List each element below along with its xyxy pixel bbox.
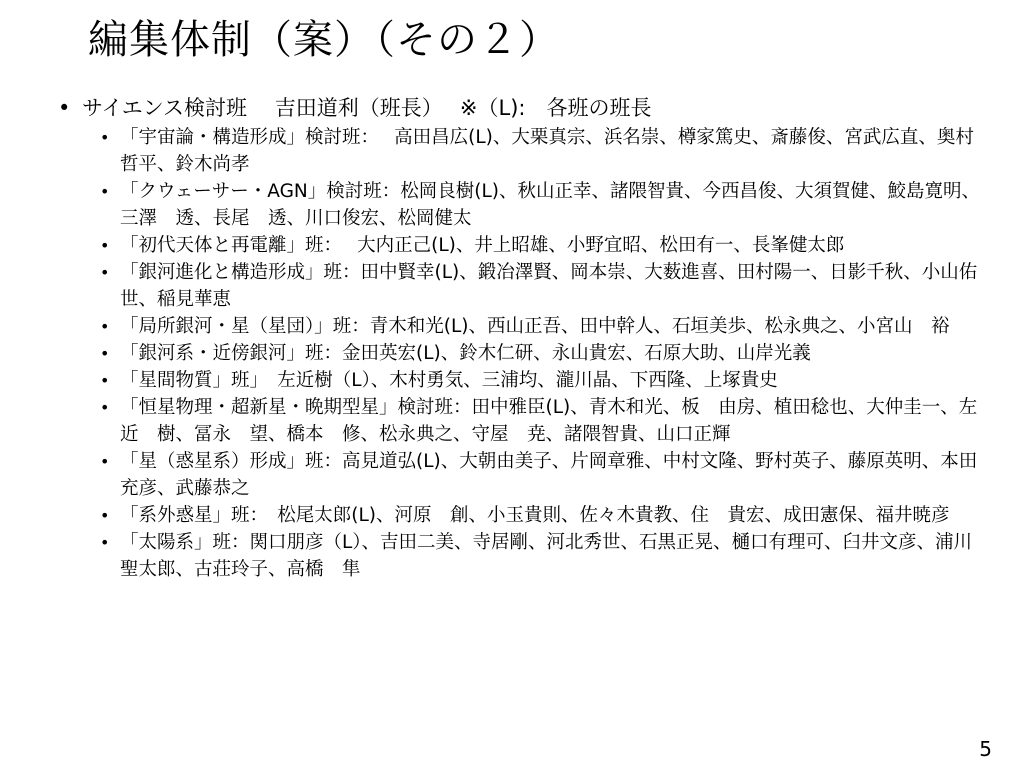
list-item-text: 「宇宙論・構造形成」検討班： 高田昌広(L)、大栗真宗、浜名崇、樽家篤史、斎藤俊、宮武広直、奥村哲平、鈴木尚孝 <box>120 127 974 175</box>
list-item <box>96 259 986 313</box>
bullet-icon: • <box>100 263 110 282</box>
list-item-text: 「系外惑星」班： 松尾太郎(L)、河原 創、小玉貴則、佐々木貴教、住 貴宏、成田憲保、福井暁彦 <box>120 505 950 526</box>
list-item <box>96 367 986 394</box>
list-item-text: 「銀河系・近傍銀河」班：金田英宏(L)、鈴木仁研、永山貴宏、石原大助、山岸光義 <box>120 343 811 364</box>
list-item <box>96 529 986 583</box>
bullet-icon: • <box>100 371 110 390</box>
list-item-text: 「星（惑星系）形成」班：高見道弘(L)、大朝由美子、片岡章雅、中村文隆、野村英子、藤原英明、本田充彦、武藤恭之 <box>120 451 978 499</box>
bullet-icon: • <box>100 182 110 201</box>
list-item-text: 「恒星物理・超新星・晩期型星」検討班：田中雅臣(L)、青木和光、板 由房、植田稔也、大仲圭一、左近 樹、冨永 望、橋本 修、松永典之、守屋 尭、諸隈智貴、山口正輝 <box>120 397 978 445</box>
bullet-icon: • <box>100 317 110 336</box>
list-item <box>96 340 986 367</box>
sub-bullet-list <box>96 124 986 583</box>
list-item-text: 「太陽系」班：関口朋彦（L）、吉田二美、寺居剛、河北秀世、石黒正晃、樋口有理可、臼井文彦、浦川聖太郎、古荘玲子、高橋 隼 <box>120 532 973 580</box>
main-bullet-text: サイエンス検討班 吉田道利（班長） ※（L): 各班の班長 <box>82 96 652 120</box>
list-item <box>96 394 986 448</box>
bullet-icon: • <box>100 398 110 417</box>
list-item <box>96 232 986 259</box>
list-item-text: 「初代天体と再電離」班： 大内正己(L)、井上昭雄、小野宜昭、松田有一、長峯健太郎 <box>120 235 845 256</box>
list-item <box>96 124 986 178</box>
list-item-text: 「星間物質」班」 左近樹（L）、木村勇気、三浦均、瀧川晶、下西隆、上塚貴史 <box>120 370 778 391</box>
bullet-icon: • <box>100 236 110 255</box>
bullet-icon: • <box>58 96 71 120</box>
list-item <box>96 448 986 502</box>
bullet-icon: • <box>100 533 110 552</box>
page-number: 5 <box>979 737 992 761</box>
bullet-icon: • <box>100 344 110 363</box>
bullet-icon: • <box>100 506 110 525</box>
list-item <box>96 313 986 340</box>
bullet-icon: • <box>100 452 110 471</box>
list-item <box>96 502 986 529</box>
slide-title: 編集体制（案）（その２） <box>88 17 560 63</box>
list-item-text: 「銀河進化と構造形成」班：田中賢幸(L)、鍛冶澤賢、岡本崇、大薮進喜、田村陽一、日影千秋、小山佑世、稲見華恵 <box>120 262 978 310</box>
list-item-text: 「クウェーサー・AGN」検討班：松岡良樹(L)、秋山正幸、諸隈智貴、今西昌俊、大須賀健、鮫島寛明、三澤 透、長尾 透、川口俊宏、松岡健太 <box>120 181 981 229</box>
list-item <box>96 178 986 232</box>
bullet-icon: • <box>100 128 110 147</box>
list-item-text: 「局所銀河・星（星団）」班：青木和光(L)、西山正吾、田中幹人、石垣美歩、松永典之、小宮山 裕 <box>120 316 950 337</box>
